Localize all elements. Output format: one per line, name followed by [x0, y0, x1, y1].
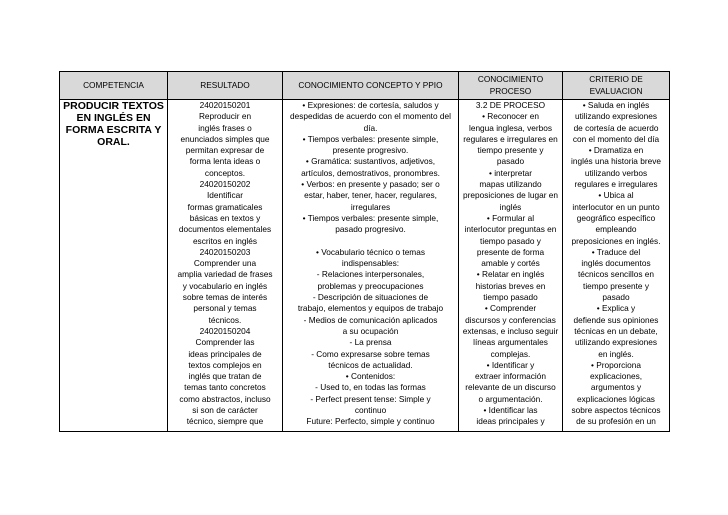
text-line: mapas utilizando [479, 179, 542, 190]
resultado-cell [168, 100, 283, 432]
text-line: permitan expresar de [185, 145, 265, 156]
header-criterio-evaluacion: CRITERIO DE EVALUACION [563, 72, 670, 100]
text-line: formas gramaticales [187, 201, 263, 212]
cell-bottom-padding [461, 428, 560, 431]
text-line: - Como expresarse sobre temas [311, 348, 430, 359]
text-line: - Relaciones interpersonales, [316, 269, 425, 280]
text-line: • Verbos: en presente y pasado; ser o [301, 179, 440, 190]
text-line: artículos, demostrativos, pronombres. [301, 167, 440, 178]
text-line: explicaciones, [589, 371, 643, 382]
text-line: pasado [602, 292, 630, 303]
text-line: • Identificar las [483, 405, 538, 416]
text-line: técnicos. [208, 314, 242, 325]
text-line: inglés documentos [581, 258, 651, 269]
cell-bottom-padding [170, 428, 280, 431]
text-line: • Ubica al [598, 190, 634, 201]
text-line: 24020150204 [199, 325, 251, 336]
text-line: pasado [496, 156, 525, 167]
text-line: • Relatar en inglés [476, 269, 545, 280]
text-line: - Medios de comunicación aplicados [303, 314, 438, 325]
text-line: • Saluda en inglés [582, 100, 650, 110]
text-line: técnicas en un debate, [574, 325, 658, 336]
text-line: - Perfect present tense: Simple y [310, 393, 431, 404]
text-line: Identificar [207, 190, 243, 201]
text-line: regulares e irregulares [574, 179, 658, 190]
text-line: extensas, e incluso seguir [462, 325, 559, 336]
text-line: 24020150203 [199, 246, 251, 257]
text-line: extraer información [474, 371, 546, 382]
text-line: día. [363, 122, 378, 133]
text-line: y vocabulario en inglés [182, 280, 268, 291]
text-line: discursos y conferencias [465, 314, 556, 325]
header-resultado: RESULTADO [168, 72, 283, 100]
table-row [60, 100, 670, 432]
text-line: conceptos. [204, 167, 246, 178]
text-line: interlocutor en un punto [572, 201, 660, 212]
text-line: como abstractos, incluso [179, 393, 271, 404]
text-line: argumentos y [590, 382, 642, 393]
text-line: empleando [595, 224, 637, 235]
text-line: complejas. [490, 348, 531, 359]
text-line: regulares e irregulares en [463, 133, 558, 144]
text-line: • Contenidos: [345, 371, 396, 382]
text-line: ideas principales y [476, 416, 545, 427]
text-line: inglés que tratan de [188, 371, 262, 382]
text-line: amable y cortés [481, 258, 540, 269]
text-line: 24020150201 [199, 100, 251, 110]
text-line: • Comprender [484, 303, 537, 314]
text-line: sobre temas de interés [182, 292, 268, 303]
text-line: utilizando expresiones [574, 111, 658, 122]
text-line: Comprender una [193, 258, 257, 269]
competencia-cell: PRODUCIR TEXTOS EN INGLÉS EN FORMA ESCRITA Y ORAL. [60, 100, 168, 432]
header-conocimiento-concepto: CONOCIMIENTO CONCEPTO Y PPIO [283, 72, 459, 100]
text-line: utilizando verbos [584, 167, 648, 178]
text-line: textos complejos en [188, 359, 262, 370]
text-line: • Reconocer en [482, 111, 539, 122]
text-line: enunciados simples que [180, 133, 270, 144]
text-line: • Formular al [486, 212, 535, 223]
text-line: inglés una historia breve [571, 156, 661, 167]
text-line: preposiciones en inglés. [571, 235, 661, 246]
text-line: - Used to, en todas las formas [315, 382, 426, 393]
text-line: técnicos de actualidad. [328, 359, 413, 370]
proceso-cell [459, 100, 563, 432]
text-line: forma lenta ideas o [189, 156, 261, 167]
text-line: utilizando expresiones [574, 337, 658, 348]
text-line: tiempo presente y [583, 280, 649, 291]
text-line: irregulares [350, 201, 391, 212]
text-line: • Identificar y [486, 359, 535, 370]
text-line: técnicos sencillos en [577, 269, 655, 280]
text-line: • interpretar [488, 167, 533, 178]
text-line: 3.2 DE PROCESO [475, 100, 546, 110]
text-line: • Tiempos verbales: presente simple, [302, 212, 439, 223]
header-conocimiento-proceso: CONOCIMIENTO PROCESO [459, 72, 563, 100]
text-line: continuo [354, 405, 387, 416]
header-competencia: COMPETENCIA [60, 72, 168, 100]
criterio-cell [563, 100, 670, 432]
text-line: • Proporciona [591, 359, 641, 370]
cell-bottom-padding [565, 428, 667, 431]
text-line: Reproducir en [198, 111, 252, 122]
text-line: - Descripción de situaciones de [312, 292, 429, 303]
text-line: documentos elementales [178, 224, 272, 235]
cell-bottom-padding [285, 428, 456, 431]
text-line: tiempo presente y [477, 145, 544, 156]
competency-table [59, 71, 670, 432]
text-line: tiempo pasado [483, 292, 538, 303]
text-line: • Dramatiza en [588, 145, 644, 156]
text-line: • Traduce del [591, 246, 641, 257]
text-line: - La prensa [349, 337, 392, 348]
text-line: • Explica y [596, 303, 636, 314]
text-line: en inglés. [598, 348, 634, 359]
text-line: presente de forma [476, 246, 545, 257]
text-line: estar, haber, tener, hacer, regulares, [304, 190, 437, 201]
text-line: si son de carácter [192, 405, 258, 416]
text-line: trabajo, elementos y equipos de trabajo [297, 303, 444, 314]
text-line: • Tiempos verbales: presente simple, [302, 133, 439, 144]
text-line: inglés [499, 201, 522, 212]
text-line: con el momento del día [572, 133, 660, 144]
text-line: pasado progresivo. [335, 224, 406, 235]
text-line: de su profesión en un [576, 416, 656, 427]
text-line: inglés frases o [198, 122, 252, 133]
text-line: tiempo pasado y [480, 235, 541, 246]
text-line: Comprender las [195, 337, 255, 348]
text-line [285, 236, 456, 247]
text-line: a su ocupación [342, 325, 399, 336]
text-line: geográfico específico [576, 212, 656, 223]
text-line: presente progresivo. [332, 145, 409, 156]
text-line: • Vocabulario técnico o temas [316, 246, 425, 257]
text-line: básicas en textos y [189, 212, 261, 223]
text-line: temas tanto concretos [184, 382, 266, 393]
text-line: • Gramática: sustantivos, adjetivos, [305, 156, 436, 167]
text-line: relevante de un discurso [465, 382, 556, 393]
text-line: interlocutor preguntas en [464, 224, 557, 235]
text-line: preposiciones de lugar en [462, 190, 559, 201]
text-line: sobre aspectos técnicos [571, 405, 661, 416]
text-line: Future: Perfecto, simple y continuo [306, 416, 435, 427]
text-line: líneas argumentales [473, 337, 548, 348]
text-line: de cortesía de acuerdo [573, 122, 659, 133]
concepto-cell [283, 100, 459, 432]
text-line: problemas y preocupaciones [317, 280, 424, 291]
text-line: indispensables: [341, 258, 400, 269]
text-line: despedidas de acuerdo con el momento del [290, 111, 451, 122]
text-line: o argumentación. [478, 393, 543, 404]
table-header-row [60, 72, 670, 100]
text-line: • Expresiones: de cortesía, saludos y [302, 100, 439, 110]
text-line: historias breves en [475, 280, 546, 291]
text-line: escritos en inglés [192, 235, 258, 246]
text-line: amplia variedad de frases [177, 269, 273, 280]
text-line: 24020150202 [199, 179, 251, 190]
text-line: ideas principales de [188, 348, 262, 359]
text-line: técnico, siempre que [186, 416, 264, 427]
text-line: defiende sus opiniones [573, 314, 659, 325]
text-line: personal y temas [193, 303, 257, 314]
text-line: lengua inglesa, verbos [468, 122, 553, 133]
text-line: explicaciones lógicas [577, 393, 655, 404]
